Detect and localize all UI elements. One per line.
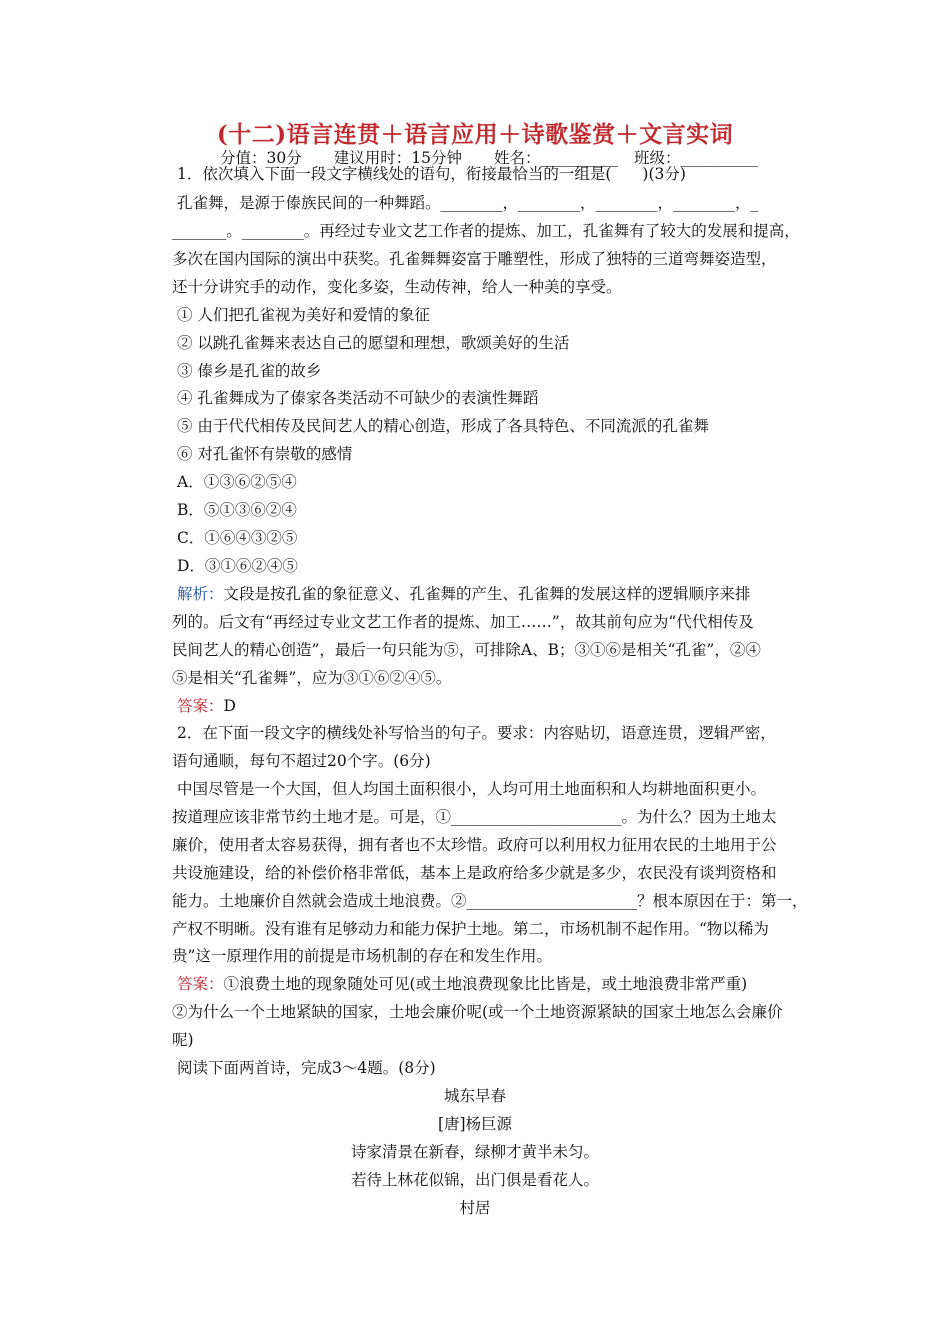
choice-b: B．⑤①③⑥②④ — [177, 501, 297, 519]
answer-2-line: 呢) — [172, 1031, 194, 1049]
page-title: (十二)语言连贯＋语言应用＋诗歌鉴赏＋文言实词 — [216, 121, 734, 148]
poem-1-author: [唐]杨巨源 — [437, 1115, 513, 1133]
sentence-option: ② 以跳孔雀舞来表达自己的愿望和理想，歌颂美好的生活 — [177, 334, 570, 352]
question-1-stem: 1．依次填入下面一段文字横线处的语句，衔接最恰当的一组是( )(3分) — [177, 165, 686, 183]
time-info: 建议用时：15分钟 — [333, 149, 462, 167]
sentence-option: ③ 傣乡是孔雀的故乡 — [177, 362, 322, 380]
choice-a: A．①③⑥②⑤④ — [177, 473, 297, 491]
poem-2-title: 村居 — [459, 1199, 491, 1217]
analysis-line: 解析：文段是按孔雀的象征意义、孔雀舞的产生、孔雀舞的发展这样的逻辑顺序来排 — [177, 585, 751, 603]
reading-prompt: 阅读下面两首诗，完成3～4题。(8分) — [177, 1059, 436, 1077]
name-field: 姓名：__________ — [493, 149, 618, 167]
analysis-line: 民间艺人的精心创造”，最后一句只能为⑤，可排除A、B；③①⑥是相关“孔雀”，②④ — [172, 641, 761, 659]
passage-line: _______。________。再经过专业文艺工作者的提炼、加工，孔雀舞有了较大的发展和提高， — [172, 222, 800, 240]
answer-label: 答案： — [177, 697, 224, 715]
passage-line: 中国尽管是一个大国，但人均国土面积很小，人均可用土地面积和人均耕地面积更小。 — [177, 780, 767, 798]
score-info: 分值：30分 — [220, 149, 302, 167]
passage-line: 能力。土地廉价自然就会造成土地浪费。②______________________？根本原因在于：第一， — [172, 892, 808, 910]
passage-line: 共设施建设，给的补偿价格非常低，基本上是政府给多少就是多少，农民没有谈判资格和 — [172, 864, 777, 882]
analysis-line: ⑤是相关“孔雀舞”，应为③①⑥②④⑤。 — [172, 669, 452, 687]
passage-line: 孔雀舞，是源于傣族民间的一种舞蹈。________，________，________，________，_ — [177, 194, 759, 212]
question-2-stem: 2．在下面一段文字的横线处补写恰当的句子。要求：内容贴切，语意连贯，逻辑严密， — [177, 724, 776, 742]
analysis-line: 列的。后文有“再经过专业文艺工作者的提炼、加工……”，故其前句应为“代代相传及 — [172, 613, 754, 631]
poem-1-line: 诗家清景在新春，绿柳才黄半未匀。 — [350, 1143, 599, 1161]
analysis-label: 解析： — [177, 585, 224, 603]
sentence-option: ① 人们把孔雀视为美好和爱情的象征 — [177, 306, 430, 324]
passage-line: 还十分讲究手的动作，变化多姿，生动传神，给人一种美的享受。 — [172, 278, 622, 296]
passage-line: 按道理应该非常节约土地才是。可是，①______________________。为什么？因为土地太 — [172, 808, 777, 826]
answer-1: 答案：D — [177, 697, 236, 715]
choice-d: D．③①⑥②④⑤ — [177, 557, 298, 575]
class-field: 班级：__________ — [633, 149, 758, 167]
sentence-option: ⑤ 由于代代相传及民间艺人的精心创造，形成了各具特色、不同流派的孔雀舞 — [177, 417, 709, 435]
answer-label: 答案： — [177, 975, 224, 993]
sentence-option: ④ 孔雀舞成为了傣家各类活动不可缺少的表演性舞蹈 — [177, 389, 539, 407]
sentence-option: ⑥ 对孔雀怀有崇敬的感情 — [177, 445, 353, 463]
question-2-stem: 语句通顺，每句不超过20个字。(6分) — [172, 752, 431, 770]
poem-1-line: 若待上林花似锦，出门俱是看花人。 — [350, 1171, 599, 1189]
passage-line: 多次在国内国际的演出中获奖。孔雀舞舞姿富于雕塑性，形成了独特的三道弯舞姿造型， — [172, 250, 777, 268]
passage-line: 廉价，使用者太容易获得，拥有者也不太珍惜。政府可以利用权力征用农民的土地用于公 — [172, 836, 777, 854]
poem-1-title: 城东早春 — [443, 1087, 506, 1105]
passage-line: 产权不明晰。没有谁有足够动力和能力保护土地。第二，市场机制不起作用。“物以稀为 — [172, 920, 769, 938]
answer-2: 答案：①浪费土地的现象随处可见(或土地浪费现象比比皆是，或土地浪费非常严重) — [177, 975, 748, 993]
answer-2-line: ②为什么一个土地紧缺的国家，土地会廉价呢(或一个土地资源紧缺的国家土地怎么会廉价 — [172, 1003, 783, 1021]
passage-line: 贵”这一原理作用的前提是市场机制的存在和发生作用。 — [172, 947, 552, 965]
choice-c: C．①⑥④③②⑤ — [177, 529, 298, 547]
